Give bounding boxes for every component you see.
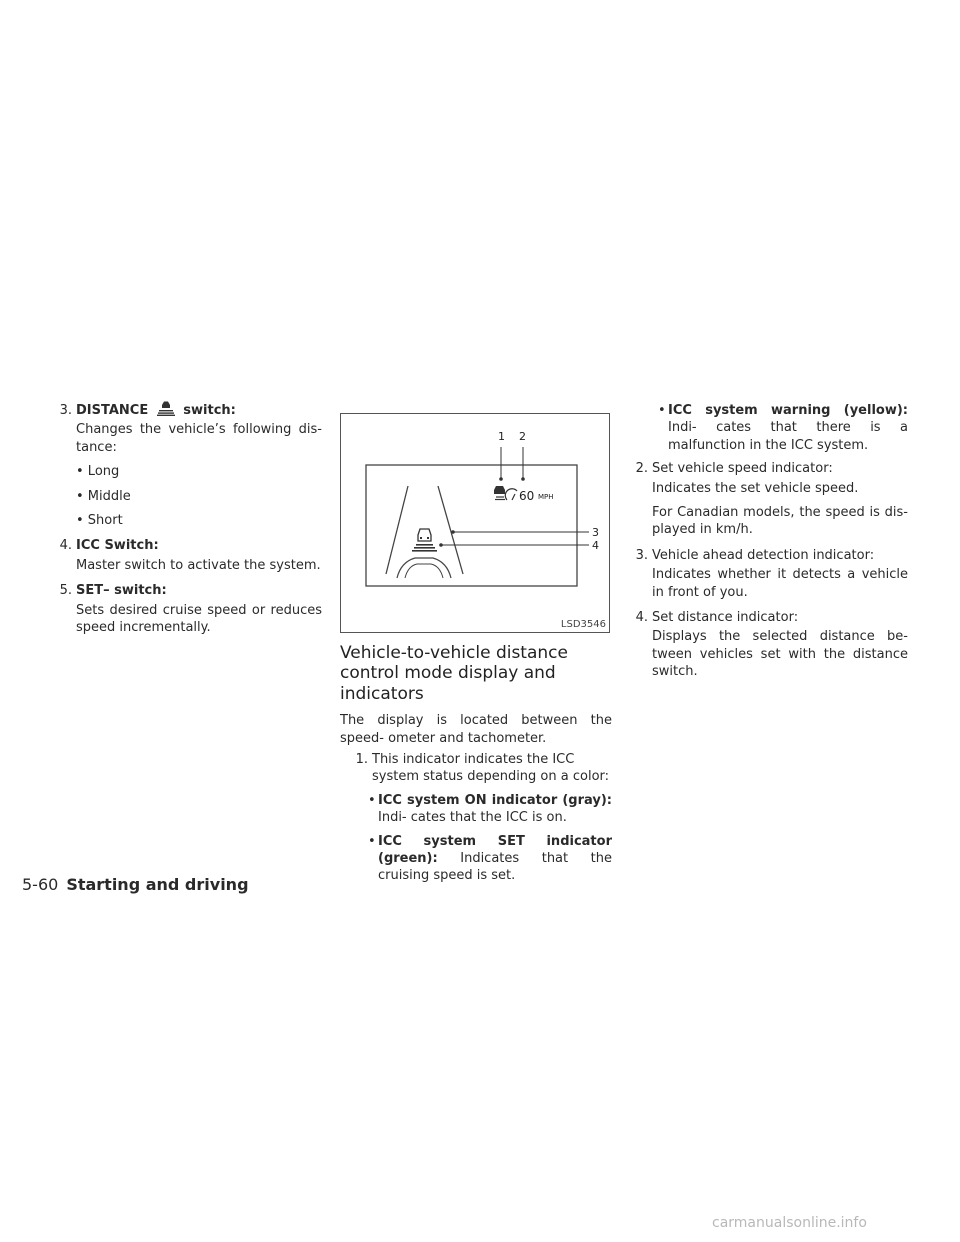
set-speed-value: 60: [519, 489, 535, 503]
distance-bar: [416, 544, 433, 546]
item-number: 3.: [635, 547, 648, 563]
bullet-dot: •: [368, 792, 376, 808]
item-number: 3.: [59, 403, 72, 418]
item-title: Set vehicle speed indicator:: [652, 461, 833, 477]
item-title: Set distance indicator:: [652, 610, 799, 626]
distance-icon: [155, 400, 177, 416]
road-right-line: [438, 486, 463, 574]
left-column: [52, 400, 322, 644]
own-car-inner: [405, 564, 443, 578]
item-text: This indicator indicates the ICC system status depending on a color:: [372, 751, 610, 785]
item-label: ICC Switch:: [76, 538, 159, 554]
item-description: Displays the selected distance be- tween vehicles set with the distance switch.: [652, 629, 908, 680]
distance-option-middle: • Middle: [76, 488, 131, 504]
distance-option-long: • Long: [76, 464, 120, 480]
bullet-body: [378, 833, 612, 885]
indicator-item-1: [340, 751, 612, 786]
item-label: SET– switch:: [76, 583, 167, 599]
bullet-icc-set: [340, 833, 612, 885]
bullet-icc-on: [340, 792, 612, 827]
distance-bar: [412, 550, 437, 552]
bullet-label: ICC system SET indicator (green):: [378, 833, 612, 867]
distance-bar: [414, 547, 435, 549]
page-number: 5-60: [22, 875, 59, 894]
item-description: For Canadian models, the speed is dis- played in km/h.: [652, 505, 908, 538]
indicator-item-3: [628, 547, 908, 601]
item-label-post: switch:: [183, 403, 236, 418]
bullet-dot: •: [368, 833, 376, 849]
item-title: Vehicle ahead detection indicator:: [652, 547, 875, 563]
icc-indicator-icon: [494, 486, 517, 500]
item-number: 5.: [59, 583, 72, 599]
vehicle-ahead-icon: [418, 529, 431, 541]
right-column: [628, 402, 908, 689]
callout-3: 3: [592, 526, 599, 539]
bullet-dot: •: [658, 403, 666, 418]
item-label: [76, 400, 236, 419]
road-left-line: [386, 486, 408, 574]
item-description: Master switch to activate the system.: [76, 557, 321, 573]
bullet-text: Indi- cates that there is a malfunction in the ICC system.: [668, 420, 908, 453]
figure-code: LSD3546: [560, 618, 606, 630]
callout-4: 4: [592, 539, 599, 552]
callout-1: 1: [498, 430, 505, 443]
item-label-pre: DISTANCE: [76, 403, 149, 418]
set-speed-unit: MPH: [538, 493, 554, 501]
item-icc-switch: [52, 537, 322, 574]
item-description: Changes the vehicle’s following dis- tance:: [76, 422, 322, 455]
middle-column: [340, 406, 612, 891]
section-title: Vehicle-to-vehicle distance control mode display and indicators: [340, 643, 568, 704]
item-distance-switch: [52, 400, 322, 529]
own-car-outline: [397, 558, 451, 578]
item-number: 2.: [635, 461, 648, 477]
bullet-icc-warning: [628, 402, 908, 454]
watermark: carmanualsonline.info: [712, 1215, 867, 1231]
icc-display-figure: [340, 413, 610, 633]
indicator-item-4: [628, 609, 908, 681]
item-number: 1.: [355, 751, 368, 767]
bullet-body: [668, 402, 908, 454]
bullet-body: [378, 792, 612, 827]
item-description: Sets desired cruise speed or reduces speed incrementally.: [76, 602, 322, 636]
item-set-minus-switch: [52, 582, 322, 636]
bullet-text: Indi- cates that the ICC is on.: [378, 810, 567, 826]
icc-display-illustration: [341, 414, 609, 632]
item-description: Indicates whether it detects a vehicle in front of you.: [652, 567, 908, 600]
distance-option-short: • Short: [76, 513, 123, 529]
bullet-text: Indicates that the cruising speed is set.: [378, 851, 613, 884]
page-footer: [22, 874, 249, 895]
footer-section-title: Starting and driving: [66, 875, 249, 894]
bullet-label: ICC system ON indicator (gray):: [378, 792, 612, 808]
bullet-label: ICC system warning (yellow):: [668, 403, 908, 418]
indicator-item-2: [628, 460, 908, 539]
item-number: 4.: [59, 538, 72, 554]
item-description: Indicates the set vehicle speed.: [652, 480, 859, 496]
item-number: 4.: [635, 610, 648, 626]
section-intro: The display is located between the speed- ometer and tachometer.: [340, 713, 612, 746]
callout-2: 2: [519, 430, 526, 443]
